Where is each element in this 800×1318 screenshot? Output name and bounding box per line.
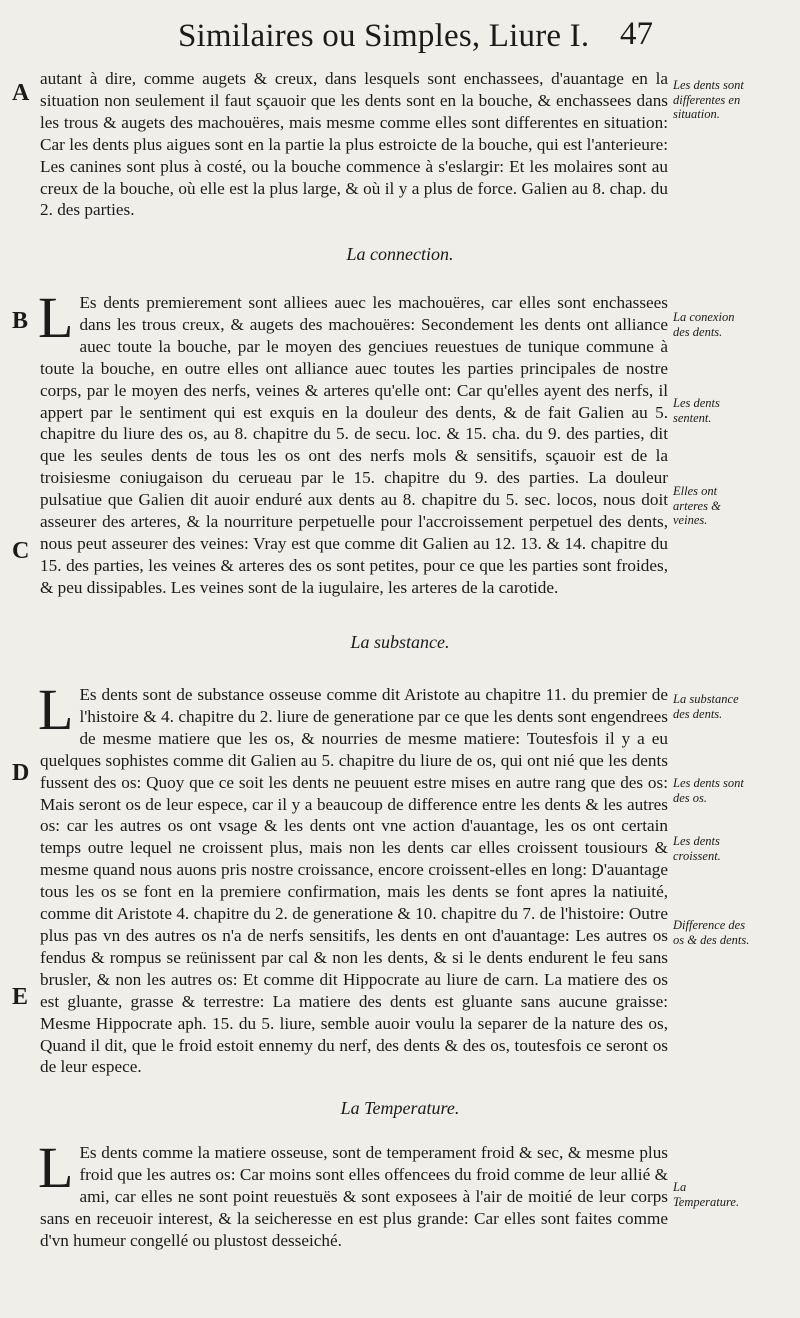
running-title: Similaires ou Simples, Liure I. <box>178 18 590 54</box>
margin-note: La Temperature. <box>673 1180 740 1209</box>
drop-cap: L <box>38 285 74 350</box>
margin-note: Les dents croissent. <box>673 834 721 863</box>
side-letter-c: C <box>12 538 30 564</box>
paragraph-text: autant à dire, comme augets & creux, dans lesquels sont enchassees, d'auantage en la situation non seulement il faut sçauoir que les dents sont en la bouche, & enchassees dans les trous & augets des machouëres, mais mesme comme elles sont differentes en situation: Car les dents plus aigues sont en la partie la plus estroicte de la bouche, qui est l'anterieure: Les canines sont plus à costé, ou la bouche commence à s'eslargir: Et les molaires sont au creux de la bouche, où elle est la plus large, & où il y a plus de force. Galien au 8. chap. du 2. des parties. <box>40 69 668 220</box>
margin-note: Elles ont arteres & veines. <box>673 484 721 527</box>
page-number: 47 <box>620 16 653 52</box>
margin-note: Les dents sont des os. <box>673 776 744 805</box>
section-heading-substance: La substance. <box>350 632 450 652</box>
paragraph-temperature <box>38 1135 668 1252</box>
paragraph-continuation <box>40 68 668 221</box>
margin-note: Difference des os & des dents. <box>673 918 750 947</box>
margin-note: Les dents sentent. <box>673 396 720 425</box>
paragraph-text: Es dents sont de substance osseuse comme dit Aristote au chapitre 11. du premier de l'histoire & 4. chapitre du 2. liure de generatione par ce que les dents sont engendrees de mesme matiere que les os, & nourries de mesme matiere: Toutesfois il y a eu quelques sophistes comme dit Galien au 5. chapitre du liure de os, qui ont nié que les dents fussent des os: Quoy que ce soit les dents ne peuuent estre mises en autre rang que des os: Mais seront os de leur espece, car il y a beaucoup de difference entre les dents & les autres os: car les autres os ont vsage & les dents ont vne action d'auantage, les os ont certain temps outre lequel ne croissent plus, mais non les dents car elles croissent tousiours & mesme quand nous auons pris nostre croissance, encore croissent-elles en long: D'auantage tous les os se font en la premiere confirmation, mais les dents se font apres la natiuité, comme dit Aristote 4. chapitre du 2. de generatione & 10. chapitre du 7. de l'histoire: Outre plus pas vn des autres os n'a de nerfs sensitifs, les dents en ont d'auantage: Les autres os fendus & rompus se reünissent par cal & non les dents, & si le dents endurent le feu sans brusler, & non les autres os: Et comme dit Hippocrate au liure de carn. La matiere des os est gluante, grasse & terrestre: La matiere des dents est gluante sans aucune graisse: Mesme Hippocrate aph. 15. du 5. liure, semble auoir voulu la separer de la nature des os, Quand il dit, que le froid estoit ennemy du nerf, des dents & des os, toutesfois ce seront os de leur espece. <box>40 685 668 1077</box>
paragraph-substance <box>38 677 668 1078</box>
section-heading-temperature: La Temperature. <box>340 1098 460 1118</box>
paragraph-text: Es dents comme la matiere osseuse, sont de temperament froid & sec, & mesme plus froid que les autres os: Car moins sont elles offencees du froid comme de leur allié & ami, car elles ne sont point reuestuës & sont exposees à l'air de moitié de leur corps sans en receuoir interest, & la seicheresse en est plus grande: Car elles sont faites comme d'vn humeur congellé ou plustost desseiché. <box>40 1143 668 1250</box>
side-letter-a: A <box>12 80 30 106</box>
side-letter-e: E <box>12 984 29 1010</box>
drop-cap: L <box>38 1135 74 1200</box>
paragraph-connection <box>38 285 668 599</box>
section-heading-connection: La connection. <box>346 244 454 264</box>
side-letter-d: D <box>12 760 30 786</box>
margin-note: La substance des dents. <box>673 692 739 721</box>
margin-note: Les dents sont differentes en situation. <box>673 78 744 121</box>
side-letter-b: B <box>12 308 29 334</box>
drop-cap: L <box>38 677 74 742</box>
running-header <box>0 14 800 64</box>
margin-note: La conexion des dents. <box>673 310 735 339</box>
paragraph-text: Es dents premierement sont alliees auec les machouëres, car elles sont enchassees dans les trous creux, & augets des machouëres: Secondement les dents ont alliance auec toute la bouche, par le moyen des genciues reuestues de tunique commune à toute la bouche, en outre elles ont alliance auec toutes les parties principales de nostre corps, par le moyen des nerfs, veines & arteres qu'elle ont: Car qu'elles ayent des nerfs, il appert par le sentiment qui est exquis en la douleur des dents, & de fait Galien au 5. chapitre du liure des os, au 8. chapitre du 5. de secu. loc. & 15. cha. du 9. des parties, dit que les seules dents de tous les os ont des nerfs mols & sensitifs, sçauoir est de la troisiesme coniugaison du cerueau par le 15. chapitre du 9. des parties. La douleur pulsatiue que Galien dit auoir enduré aux dents au 8. chapitre du 5. sec. locos, nous doit asseurer des arteres, & la nourriture perpetuelle pour l'accroissement perpetuel des dents, nous peut asseurer des veines: Vray est que comme dit Galien au 12. 13. & 14. chapitre du 15. des parties, les veines & arteres des os sont petites, pour ce que les parties sont froides, & peu dissipables. Les veines sont de la iugulaire, les arteres de la carotide. <box>40 293 668 597</box>
